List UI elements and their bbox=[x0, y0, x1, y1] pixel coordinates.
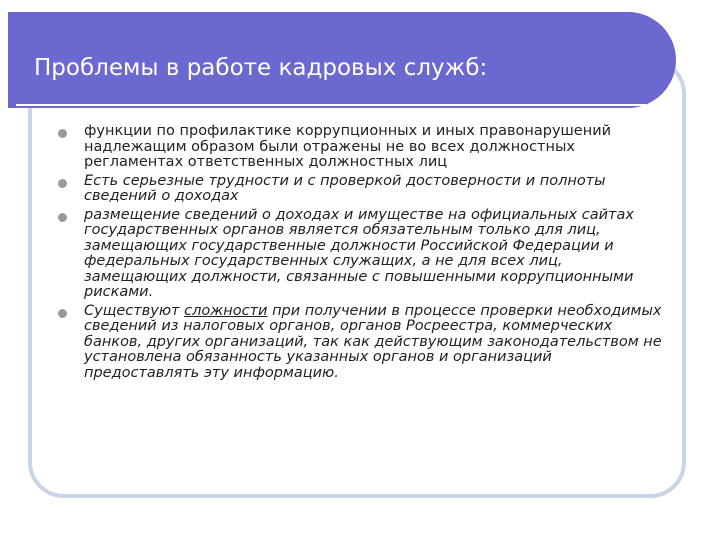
bullet-dot-icon bbox=[58, 309, 67, 318]
bullet-text bbox=[84, 304, 666, 382]
title-underline bbox=[16, 104, 646, 106]
bullet-text: размещение сведений о доходах и имуществе на официальных сайтах государственных органов является обязательным только для лиц, замещающих государственные должности Российской Федерации и федеральных государственных служащих, а не для всех лиц, замещающих должности, связанные с повышенными коррупционными рисками. bbox=[84, 206, 634, 300]
bullet-dot-icon bbox=[58, 213, 67, 222]
bullet-text: Есть серьезные трудности и с проверкой достоверности и полноты сведений о доходах bbox=[84, 172, 606, 204]
bullet-item-4 bbox=[54, 304, 666, 382]
bullet-text: функции по профилактике коррупционных и иных правонарушений надлежащим образом были отражены не во всех должностных регламентах ответственных должностных лиц bbox=[84, 123, 612, 170]
bullet-dot-icon bbox=[58, 129, 67, 138]
bullet-item-3 bbox=[54, 208, 666, 301]
bullet-text-underlined: сложности bbox=[184, 302, 268, 319]
bullet-item-2 bbox=[54, 174, 666, 205]
bullet-list bbox=[54, 124, 666, 381]
title-bar bbox=[8, 12, 676, 108]
bullet-text-post: при получении в процессе проверки необходимых сведений из налоговых органов, органов Росреестра, коммерческих банков, других организаций, так как действующим законодательством не установлена обязанность указанных органов и организаций предоставлять эту информацию. bbox=[84, 302, 662, 381]
bullet-dot-icon bbox=[58, 179, 67, 188]
bullet-text-pre: Существуют bbox=[84, 302, 185, 319]
slide-title: Проблемы в работе кадровых служб: bbox=[34, 55, 488, 81]
bullet-item-1 bbox=[54, 124, 666, 171]
